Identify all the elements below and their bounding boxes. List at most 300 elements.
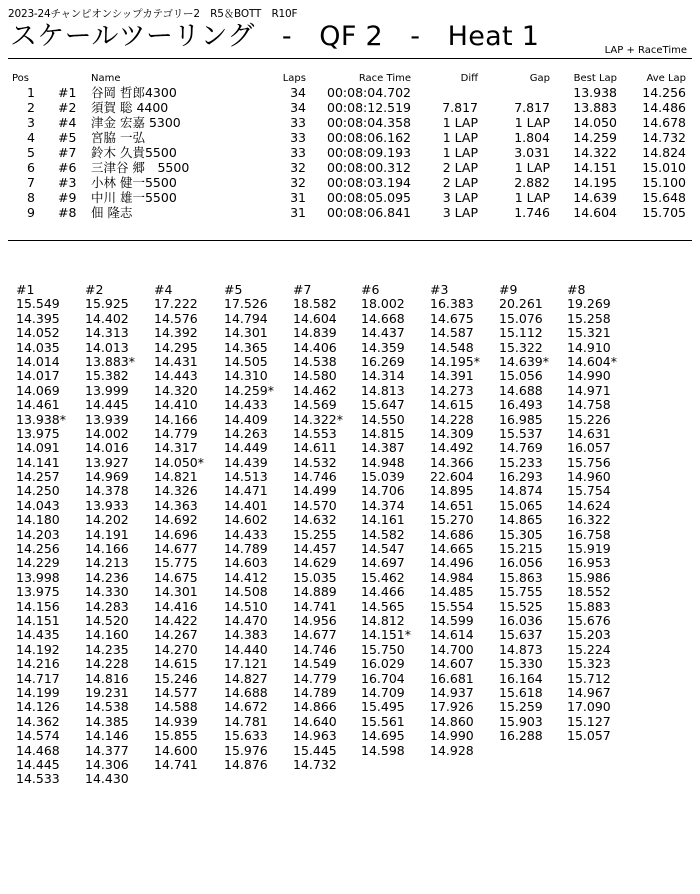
lap-time: 14.496 (430, 555, 474, 571)
lap-time: 16.704 (361, 670, 405, 686)
result-ave-lap: 14.486 (642, 100, 686, 115)
lap-time: 17.090 (567, 699, 611, 715)
lap-time: 14.967 (567, 684, 611, 700)
lap-time: 14.860 (430, 713, 474, 729)
lap-time: 14.969 (85, 469, 129, 485)
results-header-row (0, 72, 700, 85)
result-diff: 3 LAP (442, 205, 478, 220)
col-header-race-time: Race Time (358, 73, 411, 84)
lap-column-car-number: #1 (16, 282, 35, 297)
lap-time: 16.493 (499, 397, 543, 413)
result-laps: 32 (290, 160, 306, 175)
lap-time: 14.387 (361, 440, 405, 456)
lap-time: 15.618 (499, 684, 543, 700)
lap-time: 14.827 (224, 670, 268, 686)
lap-time: 15.323 (567, 656, 611, 672)
lap-time: 14.588 (154, 699, 198, 715)
lap-time: 14.461 (16, 397, 60, 413)
result-best-lap: 13.883 (573, 100, 617, 115)
lap-time: 15.305 (499, 526, 543, 542)
lap-time: 14.665 (430, 541, 474, 557)
lap-time: 14.228 (430, 411, 474, 427)
lap-time: 15.495 (361, 699, 405, 715)
lap-time: 13.998 (16, 569, 60, 585)
lap-time: 14.640 (293, 713, 337, 729)
result-driver-name: 鈴木 久貴5500 (91, 145, 177, 160)
result-gap: 1.804 (514, 130, 550, 145)
lap-time: 14.126 (16, 699, 60, 715)
lap-time: 15.756 (567, 454, 611, 470)
lap-time: 14.317 (154, 440, 198, 456)
lap-time: 14.166 (85, 541, 129, 557)
lap-time: 14.639* (499, 353, 549, 369)
lap-time: 14.449 (224, 440, 268, 456)
lap-time: 14.813 (361, 382, 405, 398)
lap-time: 15.035 (293, 569, 337, 585)
results-table (0, 72, 700, 220)
result-diff: 2 LAP (442, 160, 478, 175)
result-diff: 7.817 (442, 100, 478, 115)
lap-time: 14.876 (224, 756, 268, 772)
col-header-laps: Laps (282, 73, 306, 84)
lap-time: 14.576 (154, 310, 198, 326)
lap-column (293, 283, 343, 772)
result-ave-lap: 15.705 (642, 205, 686, 220)
lap-time: 18.002 (361, 296, 405, 312)
lap-time: 14.789 (293, 684, 337, 700)
lap-time: 14.306 (85, 756, 129, 772)
result-gap: 1.746 (514, 205, 550, 220)
result-diff: 1 LAP (442, 115, 478, 130)
lap-time: 14.156 (16, 598, 60, 614)
lap-time: 14.283 (85, 598, 129, 614)
lap-time: 16.681 (430, 670, 474, 686)
lap-time: 14.422 (154, 612, 198, 628)
lap-time: 14.956 (293, 612, 337, 628)
lap-column-car-number: #3 (430, 282, 449, 297)
lap-time: 14.014 (16, 353, 60, 369)
lap-time: 14.202 (85, 512, 129, 528)
lap-time: 14.604* (567, 353, 617, 369)
lap-time: 14.256 (16, 541, 60, 557)
lap-time: 15.259 (499, 699, 543, 715)
lap-time: 14.235 (85, 641, 129, 657)
lap-time: 14.069 (16, 382, 60, 398)
lap-time: 14.363 (154, 497, 198, 513)
lap-time: 17.121 (224, 656, 268, 672)
lap-time: 14.470 (224, 612, 268, 628)
lap-time: 13.975 (16, 584, 60, 600)
lap-time: 16.029 (361, 656, 405, 672)
result-pos: 1 (27, 85, 35, 100)
lap-time: 14.385 (85, 713, 129, 729)
lap-time: 14.445 (16, 756, 60, 772)
lap-column (430, 283, 480, 758)
lap-time: 15.057 (567, 728, 611, 744)
result-pos: 2 (27, 100, 35, 115)
lap-time: 15.382 (85, 368, 129, 384)
lap-time: 14.433 (224, 397, 268, 413)
lap-time: 14.816 (85, 670, 129, 686)
lap-time: 18.552 (567, 584, 611, 600)
lap-time: 14.873 (499, 641, 543, 657)
lap-time: 14.815 (361, 425, 405, 441)
lap-time: 14.468 (16, 742, 60, 758)
lap-time: 14.769 (499, 440, 543, 456)
lap-time: 15.712 (567, 670, 611, 686)
lap-time: 14.195* (430, 353, 480, 369)
lap-time: 14.794 (224, 310, 268, 326)
lap-time: 14.309 (430, 425, 474, 441)
lap-time: 14.668 (361, 310, 405, 326)
lap-time: 14.322* (293, 411, 343, 427)
lap-time: 15.226 (567, 411, 611, 427)
lap-time: 14.741 (293, 598, 337, 614)
lap-time: 14.533 (16, 771, 60, 787)
lap-time: 14.180 (16, 512, 60, 528)
title-rule (8, 58, 692, 59)
lap-time: 15.537 (499, 425, 543, 441)
lap-time: 14.151* (361, 627, 411, 643)
lap-time: 14.310 (224, 368, 268, 384)
event-subtitle: 2023-24チャンピオンシップカテゴリー2 R5＆BOTT R10F (8, 8, 298, 20)
lap-time: 14.440 (224, 641, 268, 657)
lap-time: 14.508 (224, 584, 268, 600)
lap-time: 15.676 (567, 612, 611, 628)
lap-time: 16.036 (499, 612, 543, 628)
result-gap: 1 LAP (514, 160, 550, 175)
result-race-time: 00:08:04.702 (327, 85, 411, 100)
lap-time: 14.696 (154, 526, 198, 542)
lap-time: 15.855 (154, 728, 198, 744)
col-header-ave-lap: Ave Lap (646, 73, 686, 84)
lap-time: 14.301 (224, 325, 268, 341)
lap-time: 17.926 (430, 699, 474, 715)
result-diff: 2 LAP (442, 175, 478, 190)
lap-time: 14.549 (293, 656, 337, 672)
result-race-time: 00:08:03.194 (327, 175, 411, 190)
lap-time: 14.602 (224, 512, 268, 528)
lap-time: 16.322 (567, 512, 611, 528)
lap-time: 14.017 (16, 368, 60, 384)
lap-time: 14.510 (224, 598, 268, 614)
lap-time: 14.314 (361, 368, 405, 384)
result-driver-name: 宮脇 一弘 (91, 130, 145, 145)
result-gap: 3.031 (514, 145, 550, 160)
lap-time: 14.565 (361, 598, 405, 614)
lap-column-car-number: #2 (85, 282, 104, 297)
lap-time: 14.984 (430, 569, 474, 585)
lap-time: 14.971 (567, 382, 611, 398)
lap-time: 14.910 (567, 339, 611, 355)
lap-time: 15.056 (499, 368, 543, 384)
lap-time: 14.430 (85, 771, 129, 787)
result-gap: 1 LAP (514, 115, 550, 130)
lap-time: 14.570 (293, 497, 337, 513)
lap-time: 13.938* (16, 411, 66, 427)
result-laps: 31 (290, 205, 306, 220)
lap-time: 14.672 (224, 699, 268, 715)
lap-time: 16.057 (567, 440, 611, 456)
lap-time: 14.574 (16, 728, 60, 744)
result-race-time: 00:08:06.841 (327, 205, 411, 220)
lap-time: 14.779 (293, 670, 337, 686)
result-driver-name: 須賀 聡 4400 (91, 100, 169, 115)
lap-time: 14.505 (224, 353, 268, 369)
lap-column (16, 283, 66, 787)
col-header-pos: Pos (12, 73, 30, 84)
lap-time: 14.990 (567, 368, 611, 384)
lap-time: 14.686 (430, 526, 474, 542)
lap-time: 14.471 (224, 483, 268, 499)
result-laps: 32 (290, 175, 306, 190)
timing-mode-label: LAP + RaceTime (604, 45, 687, 56)
lap-time: 13.927 (85, 454, 129, 470)
result-driver-name: 津金 宏嘉 5300 (91, 115, 181, 130)
lap-time: 14.141 (16, 454, 60, 470)
lap-time: 14.990 (430, 728, 474, 744)
lap-time: 14.688 (224, 684, 268, 700)
result-row (0, 130, 700, 145)
lap-time: 15.112 (499, 325, 543, 341)
lap-time: 14.603 (224, 555, 268, 571)
lap-column-car-number: #7 (293, 282, 312, 297)
lap-time: 14.717 (16, 670, 60, 686)
lap-time: 14.091 (16, 440, 60, 456)
lap-time: 14.688 (499, 382, 543, 398)
lap-time: 14.412 (224, 569, 268, 585)
lap-column-car-number: #6 (361, 282, 380, 297)
lap-time: 14.485 (430, 584, 474, 600)
lap-time: 14.577 (154, 684, 198, 700)
lap-time: 14.611 (293, 440, 337, 456)
result-driver-name: 谷岡 哲郎4300 (91, 85, 177, 100)
lap-time: 17.222 (154, 296, 198, 312)
lap-time: 14.789 (224, 541, 268, 557)
lap-time: 14.462 (293, 382, 337, 398)
result-row (0, 205, 700, 220)
lap-time: 14.874 (499, 483, 543, 499)
lap-time: 19.269 (567, 296, 611, 312)
lap-time: 14.607 (430, 656, 474, 672)
lap-column-car-number: #8 (567, 282, 586, 297)
result-ave-lap: 14.256 (642, 85, 686, 100)
result-car-number: #6 (58, 160, 77, 175)
result-best-lap: 14.604 (573, 205, 617, 220)
lap-time: 14.313 (85, 325, 129, 341)
lap-time: 14.229 (16, 555, 60, 571)
result-gap: 2.882 (514, 175, 550, 190)
lap-time: 13.999 (85, 382, 129, 398)
lap-time: 14.948 (361, 454, 405, 470)
lap-column (361, 283, 411, 758)
lap-time: 14.263 (224, 425, 268, 441)
lap-time: 16.269 (361, 353, 405, 369)
result-driver-name: 三津谷 郷 5500 (91, 160, 190, 175)
result-car-number: #8 (58, 205, 77, 220)
result-race-time: 00:08:00.312 (327, 160, 411, 175)
lap-time: 14.203 (16, 526, 60, 542)
lap-time: 15.270 (430, 512, 474, 528)
lap-time: 13.933 (85, 497, 129, 513)
lap-time: 15.462 (361, 569, 405, 585)
result-driver-name: 小林 健一5500 (91, 175, 177, 190)
result-car-number: #3 (58, 175, 77, 190)
result-row (0, 115, 700, 130)
lap-time: 14.709 (361, 684, 405, 700)
lap-column (567, 283, 617, 744)
lap-time: 14.569 (293, 397, 337, 413)
col-header-diff: Diff (460, 73, 478, 84)
lap-time: 15.637 (499, 627, 543, 643)
lap-time: 15.903 (499, 713, 543, 729)
lap-time: 15.750 (361, 641, 405, 657)
lap-time: 14.697 (361, 555, 405, 571)
lap-time: 14.812 (361, 612, 405, 628)
result-car-number: #2 (58, 100, 77, 115)
lap-time: 14.692 (154, 512, 198, 528)
lap-time: 14.553 (293, 425, 337, 441)
lap-time: 14.409 (224, 411, 268, 427)
lap-time: 15.976 (224, 742, 268, 758)
lap-time: 14.582 (361, 526, 405, 542)
lap-time: 14.301 (154, 584, 198, 600)
lap-time: 15.224 (567, 641, 611, 657)
result-race-time: 00:08:05.095 (327, 190, 411, 205)
lap-time: 14.599 (430, 612, 474, 628)
result-car-number: #7 (58, 145, 77, 160)
result-row (0, 175, 700, 190)
result-pos: 6 (27, 160, 35, 175)
lap-time: 14.821 (154, 469, 198, 485)
lap-time: 15.330 (499, 656, 543, 672)
lap-time: 15.525 (499, 598, 543, 614)
result-best-lap: 13.938 (573, 85, 617, 100)
lap-time: 14.443 (154, 368, 198, 384)
lap-time: 14.395 (16, 310, 60, 326)
lap-time: 14.624 (567, 497, 611, 513)
lap-time: 16.985 (499, 411, 543, 427)
lap-time: 14.374 (361, 497, 405, 513)
lap-time: 14.228 (85, 656, 129, 672)
results-rule (8, 240, 692, 241)
lap-time: 14.439 (224, 454, 268, 470)
result-ave-lap: 14.732 (642, 130, 686, 145)
lap-time: 14.383 (224, 627, 268, 643)
result-ave-lap: 15.648 (642, 190, 686, 205)
lap-time: 14.677 (154, 541, 198, 557)
col-header-name: Name (91, 73, 121, 84)
lap-time: 14.166 (154, 411, 198, 427)
lap-time: 14.160 (85, 627, 129, 643)
lap-time: 14.445 (85, 397, 129, 413)
result-laps: 34 (290, 85, 306, 100)
lap-time: 14.433 (224, 526, 268, 542)
lap-column-car-number: #9 (499, 282, 518, 297)
lap-time: 14.615 (154, 656, 198, 672)
result-best-lap: 14.259 (573, 130, 617, 145)
result-pos: 3 (27, 115, 35, 130)
result-race-time: 00:08:04.358 (327, 115, 411, 130)
result-gap: 1 LAP (514, 190, 550, 205)
lap-column (499, 283, 549, 744)
result-row (0, 85, 700, 100)
result-ave-lap: 14.678 (642, 115, 686, 130)
lap-time: 14.604 (293, 310, 337, 326)
lap-time: 14.538 (293, 353, 337, 369)
lap-time: 20.261 (499, 296, 543, 312)
lap-time: 13.975 (16, 425, 60, 441)
lap-time: 15.039 (361, 469, 405, 485)
result-pos: 4 (27, 130, 35, 145)
lap-time: 14.435 (16, 627, 60, 643)
lap-time: 14.326 (154, 483, 198, 499)
lap-time: 14.295 (154, 339, 198, 355)
lap-time: 15.127 (567, 713, 611, 729)
lap-time: 14.392 (154, 325, 198, 341)
lap-time: 14.839 (293, 325, 337, 341)
lap-time: 14.151 (16, 612, 60, 628)
result-laps: 33 (290, 145, 306, 160)
result-diff: 3 LAP (442, 190, 478, 205)
result-race-time: 00:08:12.519 (327, 100, 411, 115)
lap-time: 16.383 (430, 296, 474, 312)
result-best-lap: 14.195 (573, 175, 617, 190)
lap-time: 14.416 (154, 598, 198, 614)
lap-time: 14.677 (293, 627, 337, 643)
result-laps: 31 (290, 190, 306, 205)
lap-time: 15.633 (224, 728, 268, 744)
result-gap: 7.817 (514, 100, 550, 115)
lap-time: 14.937 (430, 684, 474, 700)
lap-time: 14.191 (85, 526, 129, 542)
lap-time: 14.043 (16, 497, 60, 513)
result-ave-lap: 14.824 (642, 145, 686, 160)
lap-time: 14.700 (430, 641, 474, 657)
lap-time: 14.547 (361, 541, 405, 557)
lap-time: 14.963 (293, 728, 337, 744)
lap-time: 14.213 (85, 555, 129, 571)
lap-time: 15.322 (499, 339, 543, 355)
result-best-lap: 14.639 (573, 190, 617, 205)
lap-time: 14.259* (224, 382, 274, 398)
lap-time: 15.233 (499, 454, 543, 470)
lap-time: 14.538 (85, 699, 129, 715)
lap-time: 14.675 (430, 310, 474, 326)
lap-time: 14.146 (85, 728, 129, 744)
lap-column-car-number: #5 (224, 282, 243, 297)
col-header-best-lap: Best Lap (573, 73, 617, 84)
lap-time: 14.016 (85, 440, 129, 456)
lap-time: 14.499 (293, 483, 337, 499)
lap-time: 14.320 (154, 382, 198, 398)
result-ave-lap: 15.100 (642, 175, 686, 190)
lap-time: 14.781 (224, 713, 268, 729)
result-driver-name: 佃 隆志 (91, 205, 133, 220)
page-title: スケールツーリング - QF 2 - Heat 1 (10, 21, 540, 52)
lap-time: 17.526 (224, 296, 268, 312)
lap-time: 14.695 (361, 728, 405, 744)
lap-time: 14.431 (154, 353, 198, 369)
result-best-lap: 14.322 (573, 145, 617, 160)
result-ave-lap: 15.010 (642, 160, 686, 175)
lap-time: 18.582 (293, 296, 337, 312)
lap-time: 15.445 (293, 742, 337, 758)
lap-time: 15.065 (499, 497, 543, 513)
lap-time: 14.960 (567, 469, 611, 485)
result-pos: 9 (27, 205, 35, 220)
result-laps: 33 (290, 130, 306, 145)
